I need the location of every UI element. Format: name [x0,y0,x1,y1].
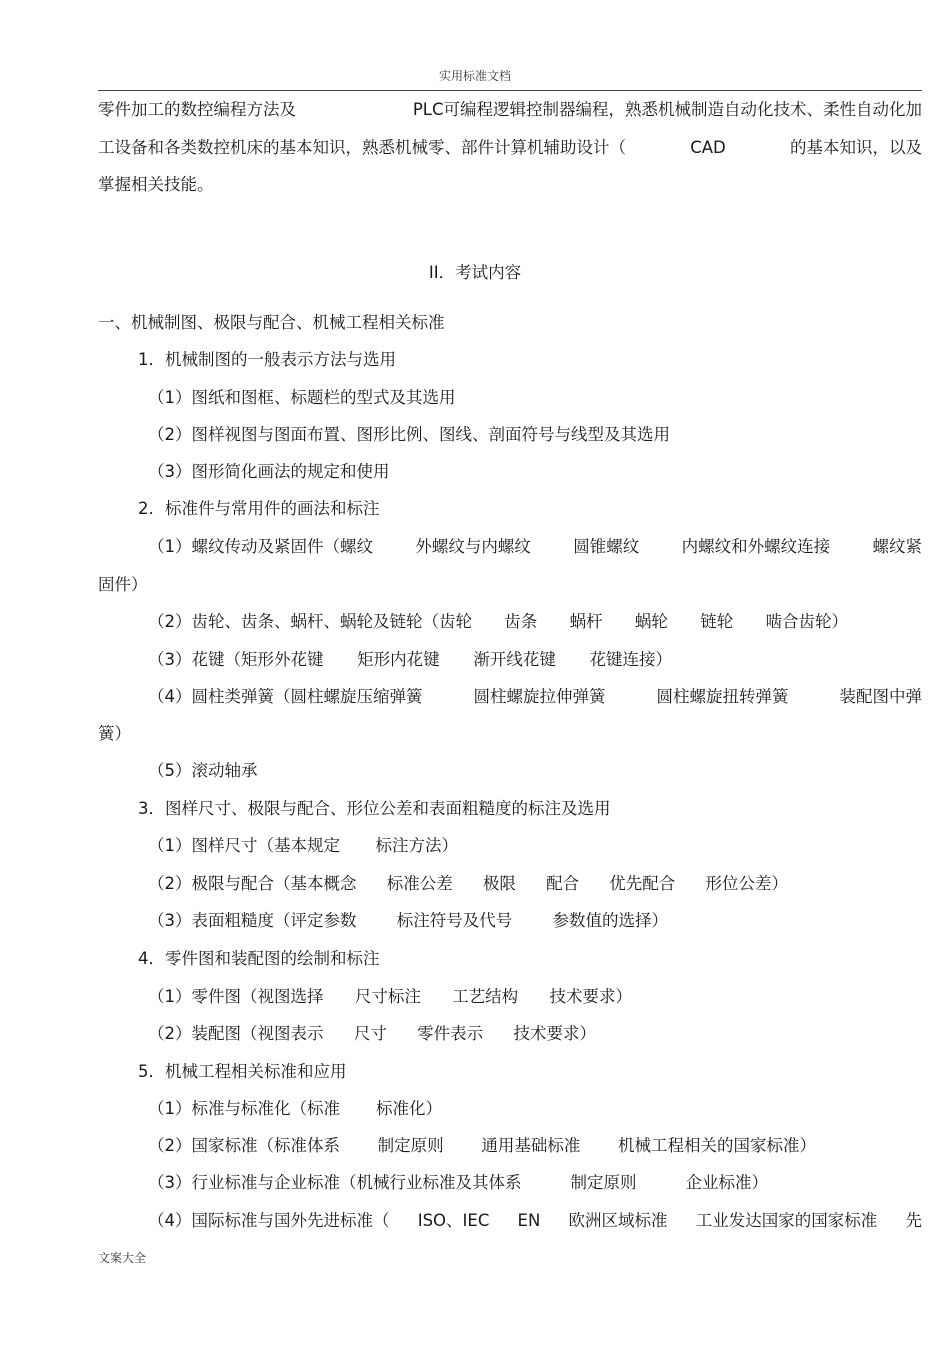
list-item [148,986,632,1008]
list-item-part: （1）螺纹传动及紧固件（螺纹 [148,537,373,556]
section-heading: II．考试内容 [428,263,522,282]
list-item-part: 制定原则 [377,1136,444,1155]
list-item-part: EN [517,1211,541,1230]
list-item-part: （3）行业标准与企业标准（机械行业标准及其体系 [148,1173,522,1192]
list-item-part: ISO、IEC [417,1211,490,1230]
list-item-part: 外螺纹与内螺纹 [415,537,531,556]
list-item-part: 标准公差 [386,874,453,893]
list-item: （2）图样视图与图面布置、图形比例、图线、剖面符号与线型及其选用 [148,425,670,444]
list-item-part: 制定原则 [570,1173,637,1192]
list-item [148,873,788,895]
list-item [148,1135,816,1157]
list-item-part: 标准化） [376,1099,442,1118]
intro-line-3: 掌握相关技能。 [98,175,214,194]
intro-line-1-part-b: PLC可编程逻辑控制器编程，熟悉机械制造自动化技术、柔性自动化加 [412,100,922,119]
list-item-continuation: 簧） [98,724,131,743]
intro-line-1 [98,99,922,121]
list-item-part: 机械工程相关的国家标准） [617,1136,816,1155]
list-item-part: 尺寸 [353,1024,387,1043]
list-item-part: （4）国际标准与国外先进标准（ [148,1211,390,1230]
list-item-part: 优先配合 [609,874,676,893]
list-item [148,910,668,932]
list-item-part: 参数值的选择） [552,911,668,930]
list-item-part: 极限 [482,874,516,893]
list-item-part: 圆锥螺纹 [573,537,640,556]
list-item-part: 零件表示 [417,1024,484,1043]
page-header-title: 实用标准文档 [438,69,511,83]
intro-line-2-part-c: 的基本知识，以及 [789,138,922,157]
list-item-part: 通用基础标准 [481,1136,581,1155]
intro-line-2 [98,137,922,159]
list-item-part: 先 [905,1211,922,1230]
list-item-part: 尺寸标注 [354,987,421,1006]
list-item-part: （3）表面粗糙度（评定参数 [148,911,357,930]
list-item [148,1098,442,1120]
list-item-part: 圆柱螺旋拉伸弹簧 [473,687,606,706]
list-item-part: 技术要求） [513,1024,596,1043]
list-item: （1）图纸和图框、标题栏的型式及其选用 [148,388,456,407]
intro-line-2-part-b: CAD [690,138,726,157]
list-item-part: 形位公差） [705,874,788,893]
list-item-part: 技术要求） [549,987,632,1006]
subsection-title: 5．机械工程相关标准和应用 [138,1062,347,1081]
list-item-part: （2）国家标准（标准体系 [148,1136,340,1155]
list-item-part: （1）标准与标准化（标准 [148,1099,340,1118]
list-item-part: 螺纹紧 [872,537,922,556]
list-item [148,611,848,633]
list-item-part: 装配图中弹 [839,687,922,706]
list-item-part: 矩形内花键 [357,650,440,669]
list-item [148,649,672,671]
part-title: 一、机械制图、极限与配合、机械工程相关标准 [98,313,445,332]
list-item-part: （4）圆柱类弹簧（圆柱螺旋压缩弹簧 [148,687,423,706]
subsection-title: 3．图样尺寸、极限与配合、形位公差和表面粗糙度的标注及选用 [138,799,611,818]
list-item-part: 圆柱螺旋扭转弹簧 [656,687,789,706]
intro-line-1-part-a: 零件加工的数控编程方法及 [98,100,296,119]
list-item-part: 欧洲区域标准 [568,1211,668,1230]
list-item [148,686,922,708]
list-item-part: 企业标准） [685,1173,768,1192]
list-item-part: （1）零件图（视图选择 [148,987,324,1006]
list-item-part: 蜗杆 [569,612,603,631]
list-item-part: （3）花键（矩形外花键 [148,650,324,669]
subsection-title: 2．标准件与常用件的画法和标注 [138,499,380,518]
list-item [148,835,458,857]
subsection-title: 4．零件图和装配图的绘制和标注 [138,949,380,968]
list-item: （5）滚动轴承 [148,761,258,780]
list-item: （3）图形简化画法的规定和使用 [148,462,390,481]
list-item [148,1172,768,1194]
subsection-title: 1．机械制图的一般表示方法与选用 [138,350,396,369]
list-item-part: （1）图样尺寸（基本规定 [148,836,340,855]
list-item-part: 蜗轮 [634,612,668,631]
list-item-part: 内螺纹和外螺纹连接 [681,537,831,556]
header-rule [98,90,922,91]
list-item-part: 标注符号及代号 [396,911,513,930]
list-item [148,1023,596,1045]
page-footer-text: 文案大全 [98,1251,147,1265]
list-item-part: 花键连接） [589,650,672,669]
list-item-part: 工业发达国家的国家标准 [695,1211,878,1230]
list-item-part: （2）装配图（视图表示 [148,1024,324,1043]
list-item-part: 标注方法） [375,836,458,855]
list-item-part: 啮合齿轮） [765,612,848,631]
intro-line-2-part-a: 工设备和各类数控机床的基本知识，熟悉机械零、部件计算机辅助设计（ [98,138,626,157]
list-item [148,1210,922,1232]
list-item-continuation: 固件） [98,575,148,594]
list-item [148,536,922,558]
list-item-part: 齿条 [504,612,538,631]
list-item-part: 渐开线花键 [473,650,556,669]
list-item-part: （2）齿轮、齿条、蜗杆、蜗轮及链轮（齿轮 [148,612,472,631]
list-item-part: 配合 [546,874,580,893]
list-item-part: 链轮 [700,612,734,631]
list-item-part: 工艺结构 [452,987,519,1006]
list-item-part: （2）极限与配合（基本概念 [148,874,357,893]
